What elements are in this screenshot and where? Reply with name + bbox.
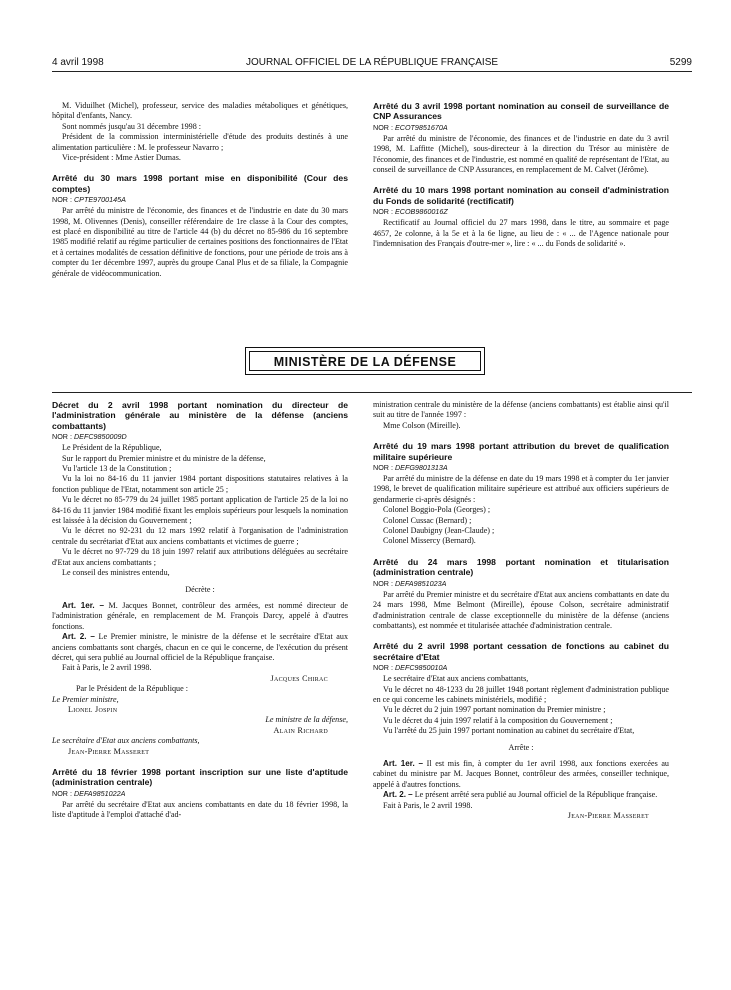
bottom-left-column [52, 400, 348, 821]
header-date: 4 avril 1998 [52, 57, 104, 68]
paragraph: Sont nommés jusqu'au 31 décembre 1998 : [62, 121, 202, 131]
pm-role: Le Premier ministre, [52, 694, 119, 704]
top-left-column [52, 101, 348, 279]
signature-president: Jacques Chirac [270, 673, 328, 683]
paragraph: Le conseil des ministres entendu, [62, 568, 170, 578]
paragraph: Vu le décret du 4 juin 1997 relatif à la composition du Gouvernement ; [383, 715, 613, 725]
nor-reference: NOR : DEFA9851023A [373, 578, 447, 588]
paragraph: Vu l'arrêté du 25 juin 1997 portant nomination au cabinet du secrétaire d'Etat, [383, 726, 635, 736]
decree-title: Arrêté du 18 février 1998 portant inscription sur une liste d'aptitude (administration centrale) [52, 767, 348, 788]
decree-body: Par arrêté du secrétaire d'Etat aux anciens combattants en date du 18 février 1998, la liste d'aptitude à l'emploi d'attaché d'ad- [52, 799, 348, 820]
decree-title: Arrêté du 2 avril 1998 portant cessation de fonctions au cabinet du secrétaire d'Etat [373, 641, 669, 662]
decree-title: Arrêté du 30 mars 1998 portant mise en disponibilité (Cour des comptes) [52, 173, 348, 194]
nor-reference: NOR : DEFG9801313A [373, 463, 448, 473]
officer-name: Colonel Daubigny (Jean-Claude) ; [383, 526, 495, 536]
decree-title: Décret du 2 avril 1998 portant nomination du directeur de l'administration générale au ministère de la défense (anciens combattants) [52, 400, 348, 431]
pm-name: Lionel Jospin [68, 704, 118, 714]
nor-reference: NOR : CPTE9700145A [52, 195, 126, 205]
signature-secretary: Jean-Pierre Masseret [567, 811, 649, 820]
article-1: Art. 1er. – Il est mis fin, à compter du 1er avril 1998, aux fonctions exercées au cabinet du ministre par M. Jacques Bonnet, contrôleur des armées, conseiller technique, appelé à d'autres fonctions. [373, 758, 669, 789]
article-2: Art. 2. – Le Premier ministre, le ministre de la défense et le secrétaire d'Etat aux anciens combattants sont chargés, chacun en ce qui le concerne, de l'exécution du présent décret, qui sera publié au Journal officiel de la République française. [52, 632, 348, 662]
decree-title: Arrêté du 3 avril 1998 portant nomination au conseil de surveillance de CNP Assurances [373, 101, 669, 122]
header-journal: JOURNAL OFFICIEL DE LA RÉPUBLIQUE FRANÇAISE [245, 57, 499, 68]
paragraph: M. Viduilhet (Michel), professeur, service des maladies métaboliques et génétiques, hôpital d'enfants, Nancy. [52, 101, 348, 121]
header-page-number: 5299 [669, 57, 692, 68]
paragraph: Le Président de la République, [62, 443, 162, 453]
decree-body: Par arrêté du ministre de la défense en date du 19 mars 1998 et à compter du 1er janvier 1998, le brevet de qualification militaire supérieure est attribué aux officiers supérieurs de gendarmerie ci-après désignés : [373, 474, 669, 504]
continued-text: ministration centrale du ministère de la défense (anciens combattants) est établie ainsi qu'il suit au titre de l'année 1997 : [373, 400, 669, 420]
officer-name: Colonel Boggio-Pola (Georges) ; [383, 505, 491, 515]
ministry-banner [245, 347, 485, 375]
officer-name: Colonel Missercy (Bernard). [383, 536, 476, 546]
defense-role: Le ministre de la défense, [265, 715, 348, 725]
decree-body: Rectificatif au Journal officiel du 27 mars 1998, dans le titre, au sommaire et page 4657, 2e colonne, à la 5e et à la 6e ligne, au lieu de : « ... de l'Agence nationale pour l'indemnisation des Français d'outre-mer », lire : « ... du Fonds de solidarité ». [373, 218, 669, 249]
paragraph: Vu le décret du 2 juin 1997 portant nomination du Premier ministre ; [383, 705, 606, 715]
fait-a-paris: Fait à Paris, le 2 avril 1998. [383, 800, 473, 810]
article-1: Art. 1er. – M. Jacques Bonnet, contrôleur des armées, est nommé directeur de l'administration générale, en remplacement de M. François Darcy, appelé à d'autres fonctions. [52, 600, 348, 631]
ministry-title: MINISTÈRE DE LA DÉFENSE [249, 351, 481, 371]
decrete-label: Décrète : [185, 584, 215, 594]
officer-name: Colonel Cussac (Bernard) ; [383, 515, 472, 525]
continued-name: Mme Colson (Mireille). [383, 420, 461, 430]
paragraph: Vice-président : Mme Astier Dumas. [62, 153, 181, 163]
paragraph: Président de la commission interministérielle d'étude des produits destinés à une alimentation particulière : M. le professeur Navarro ; [52, 132, 348, 152]
divider [52, 392, 692, 393]
arrete-label: Arrête : [508, 742, 534, 752]
decree-title: Arrêté du 19 mars 1998 portant attribution du brevet de qualification militaire supérieure [373, 441, 669, 462]
paragraph: Sur le rapport du Premier ministre et du ministre de la défense, [62, 453, 266, 463]
nor-reference: NOR : DEFA9851022A [52, 788, 126, 798]
paragraph: Vu le décret no 48-1233 du 28 juillet 1948 portant règlement d'administration publique en ce qui concerne les cabinets ministériels, modifié ; [373, 684, 669, 704]
paragraph: Vu le décret no 92-231 du 12 mars 1992 relatif à l'organisation de l'administration centrale du secrétariat d'Etat aux anciens combattants et victimes de guerre ; [52, 526, 348, 546]
paragraph: Vu le décret no 85-779 du 24 juillet 1985 portant application de l'article 25 de la loi no 84-16 du 11 janvier 1984 modifié fixant les emplois supérieurs pour lesquels la nomination est laissée à la décision du Gouvernement ; [52, 495, 348, 526]
decree-body: Par arrêté du Premier ministre et du secrétaire d'Etat aux anciens combattants en date du 24 mars 1998, Mme Belmont (Mireille), épouse Colson, secrétaire administratif d'administration centrale de classe exceptionnelle du ministère de la défense (anciens combattants), est nommée et titularisée attachée d'administration centrale. [373, 589, 669, 630]
fait-a-paris: Fait à Paris, le 2 avril 1998. [62, 663, 152, 673]
nor-reference: NOR : ECOB9860016Z [373, 207, 448, 217]
paragraph: Vu le décret no 97-729 du 18 juin 1997 relatif aux attributions déléguées au secrétaire d'Etat aux anciens combattants ; [52, 547, 348, 567]
decree-title: Arrêté du 24 mars 1998 portant nomination et titularisation (administration centrale) [373, 556, 669, 578]
nor-reference: NOR : DEFC9850009D [52, 432, 127, 442]
paragraph: Le secrétaire d'Etat aux anciens combattants, [383, 674, 529, 684]
defense-name: Alain Richard [273, 725, 328, 735]
decree-body: Par arrêté du ministre de l'économie, des finances et de l'industrie en date du 30 mars 1998, M. Olivennes (Denis), conseiller référendaire de 1re classe à la Cour des comptes, est placé en disponibilité au titre de l'article 44 (b) du décret no 85-986 du 16 septembre 1985 modifié relatif au régime particulier de certaines positions des fonctionnaires de l'Etat et à certaines modalités de cessation définitive de fonctions, pour une période de trois ans à compter du 1er décembre 1997, auprès du groupe Canal Plus et de sa filiale, la Compagnie générale de vidéocommunication. [52, 206, 348, 278]
article-2: Art. 2. – Le présent arrêté sera publié au Journal officiel de la République française. [383, 790, 658, 800]
decree-title: Arrêté du 10 mars 1998 portant nomination au conseil d'administration du Fonds de solidarité (rectificatif) [373, 185, 669, 206]
secretary-role: Le secrétaire d'Etat aux anciens combattants, [52, 736, 200, 746]
top-right-column [373, 101, 669, 249]
paragraph: Vu l'article 13 de la Constitution ; [62, 464, 172, 474]
secretary-name: Jean-Pierre Masseret [68, 746, 150, 756]
par-le-president: Par le Président de la République : [76, 684, 188, 694]
bottom-right-column [373, 400, 669, 821]
decree-body: Par arrêté du ministre de l'économie, des finances et de l'industrie en date du 3 avril 1998, M. Laffitte (Michel), sous-directeur à la direction du Trésor au ministère de l'économie, des finances et de l'industrie, est nommé en qualité de représentant de l'Etat, au conseil de surveillance de CNP Assurances, en remplacement de M. Calvet (Jérôme). [373, 133, 669, 175]
nor-reference: NOR : DEFC9850010A [373, 663, 448, 673]
paragraph: Vu la loi no 84-16 du 11 janvier 1984 portant dispositions statutaires relatives à la fonction publique de l'Etat, notamment son article 25 ; [52, 474, 348, 494]
page-header [52, 57, 692, 72]
nor-reference: NOR : ECOT9851670A [373, 122, 448, 132]
